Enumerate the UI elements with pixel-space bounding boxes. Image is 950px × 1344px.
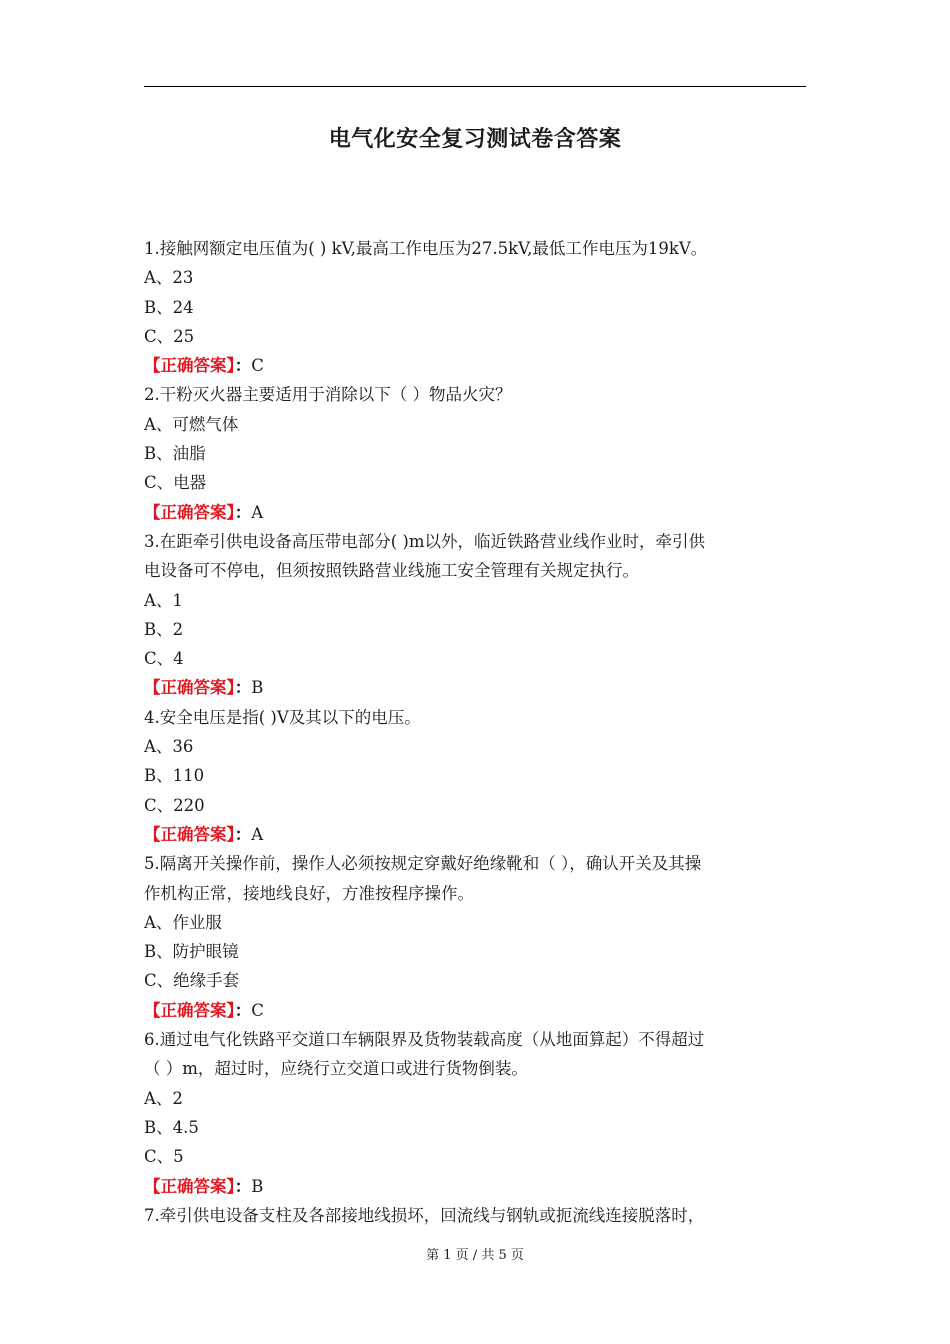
question-stem: 5.隔离开关操作前，操作人必须按规定穿戴好绝缘靴和（ ），确认开关及其操 bbox=[144, 854, 702, 874]
question-list bbox=[144, 234, 809, 1230]
answer-option: B、24 bbox=[144, 297, 194, 317]
question-stem: 1.接触网额定电压值为( ) kV,最高工作电压为27.5kV,最低工作电压为19kV。 bbox=[144, 239, 708, 258]
question-stem: 3.在距牵引供电设备高压带电部分( )m以外，临近铁路营业线作业时，牵引供 bbox=[144, 531, 706, 551]
correct-answer-value: B bbox=[251, 678, 264, 698]
correct-answer bbox=[144, 996, 809, 1025]
question-block bbox=[144, 1201, 809, 1230]
question-stem: 作机构正常，接地线良好，方准按程序操作。 bbox=[144, 883, 474, 903]
question-stem: 6.通过电气化铁路平交道口车辆限界及货物装载高度（从地面算起）不得超过 bbox=[144, 1030, 705, 1050]
answer-option: B、2 bbox=[144, 619, 184, 639]
answer-option: C、25 bbox=[144, 326, 195, 346]
correct-answer-label: 【正确答案】 bbox=[144, 824, 235, 844]
answer-option: A、1 bbox=[144, 590, 183, 610]
correct-answer-value: A bbox=[251, 824, 264, 844]
answer-separator: ： bbox=[234, 824, 252, 844]
question-stem: 电设备可不停电，但须按照铁路营业线施工安全管理有关规定执行。 bbox=[144, 561, 639, 581]
correct-answer-value: C bbox=[251, 356, 264, 376]
question-block bbox=[144, 527, 809, 703]
correct-answer bbox=[144, 498, 809, 527]
question-stem: 4.安全电压是指( )V及其以下的电压。 bbox=[144, 707, 421, 727]
answer-option: C、5 bbox=[144, 1147, 184, 1167]
answer-option: C、绝缘手套 bbox=[144, 971, 240, 991]
correct-answer-label: 【正确答案】 bbox=[144, 502, 235, 522]
correct-answer-value: B bbox=[251, 1176, 264, 1196]
answer-option: A、2 bbox=[144, 1088, 183, 1108]
answer-option: B、110 bbox=[144, 766, 205, 786]
correct-answer bbox=[144, 673, 809, 702]
correct-answer-label: 【正确答案】 bbox=[144, 678, 235, 698]
correct-answer-label: 【正确答案】 bbox=[144, 356, 235, 376]
correct-answer-value: C bbox=[251, 1000, 264, 1020]
correct-answer bbox=[144, 351, 809, 380]
answer-option: A、23 bbox=[144, 268, 194, 288]
answer-option: C、电器 bbox=[144, 473, 207, 493]
answer-option: B、4.5 bbox=[144, 1117, 199, 1137]
answer-separator: ： bbox=[234, 356, 252, 376]
answer-separator: ： bbox=[234, 1176, 252, 1196]
answer-option: A、作业服 bbox=[144, 912, 222, 932]
answer-separator: ： bbox=[234, 678, 252, 698]
correct-answer bbox=[144, 1172, 809, 1201]
question-block bbox=[144, 380, 809, 526]
question-stem: 2.干粉灭火器主要适用于消除以下（ ）物品火灾？ bbox=[144, 385, 512, 405]
document-title: 电气化安全复习测试卷含答案 bbox=[328, 127, 622, 152]
question-stem: （ ）m，超过时，应绕行立交道口或进行货物倒装。 bbox=[144, 1059, 528, 1079]
question-block bbox=[144, 234, 809, 380]
answer-option: A、可燃气体 bbox=[144, 414, 239, 434]
question-block bbox=[144, 1025, 809, 1201]
question-stem: 7.牵引供电设备支柱及各部接地线损坏，回流线与钢轨或扼流线连接脱落时， bbox=[144, 1205, 705, 1225]
question-block bbox=[144, 703, 809, 849]
header-rule bbox=[144, 86, 806, 87]
answer-option: B、防护眼镜 bbox=[144, 942, 239, 962]
answer-option: A、36 bbox=[144, 737, 194, 757]
question-block bbox=[144, 849, 809, 1025]
answer-separator: ： bbox=[234, 502, 252, 522]
correct-answer-label: 【正确答案】 bbox=[144, 1176, 235, 1196]
answer-separator: ： bbox=[234, 1000, 252, 1020]
correct-answer bbox=[144, 820, 809, 849]
answer-option: C、220 bbox=[144, 795, 205, 815]
correct-answer-value: A bbox=[251, 502, 264, 522]
correct-answer-label: 【正确答案】 bbox=[144, 1000, 235, 1020]
answer-option: C、4 bbox=[144, 649, 184, 669]
answer-option: B、油脂 bbox=[144, 444, 206, 464]
page-footer: 第 1 页 / 共 5 页 bbox=[426, 1248, 524, 1263]
